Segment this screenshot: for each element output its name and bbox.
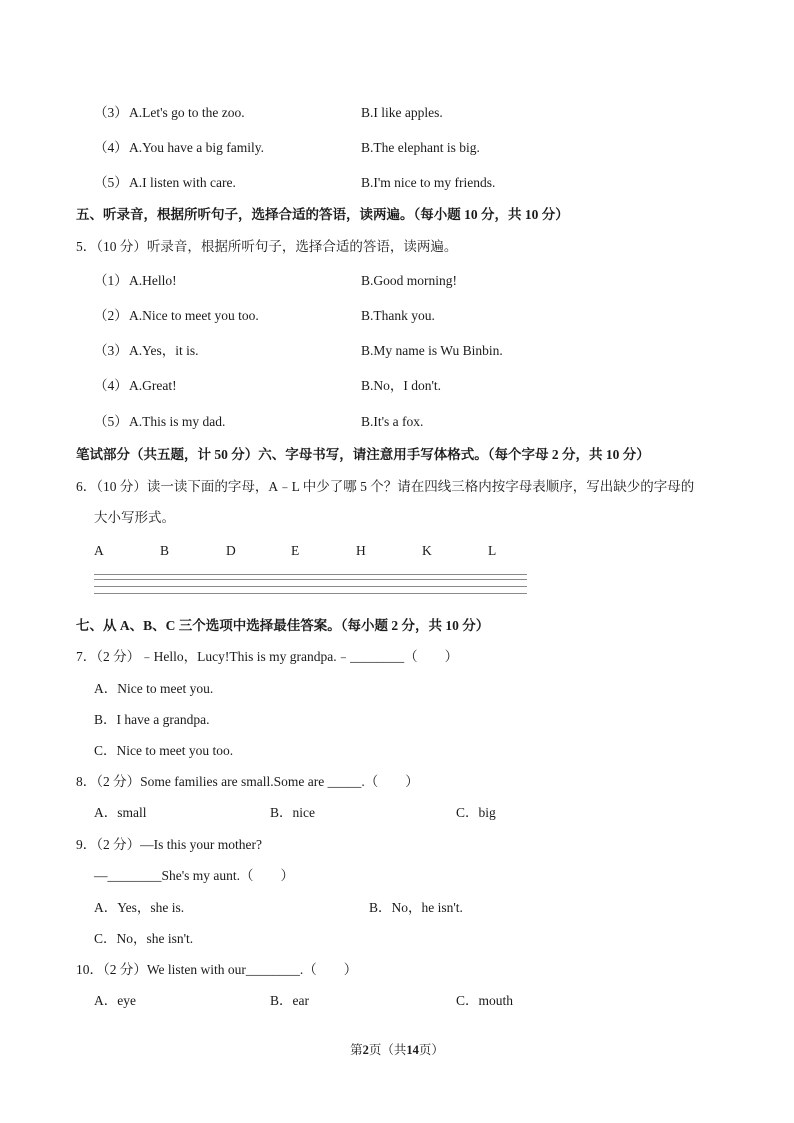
option-a: A.This is my dad. (129, 414, 226, 429)
question-7-stem: 7．（2 分）﹣Hello，Lucy!This is my grandpa.﹣________（ ） (76, 649, 459, 664)
question-8-option-c[interactable]: C．big (456, 805, 496, 820)
item-number: （4） (94, 378, 128, 393)
option-a: A.I listen with care. (129, 175, 236, 190)
question-5-stem: 5．（10 分）听录音，根据所听句子，选择合适的答语，读两遍。 (76, 239, 458, 254)
question-7-option-a[interactable]: A．Nice to meet you. (94, 681, 214, 696)
question-6-stem: 6．（10 分）读一读下面的字母，A﹣L 中少了哪 5 个？请在四线三格内按字母表顺序，写出缺少的字母的 (76, 479, 695, 494)
item-number: （3） (94, 343, 128, 358)
letter: H (356, 543, 366, 558)
option-b: B.The elephant is big. (361, 140, 480, 155)
list-item (0, 375, 794, 397)
question-9-option-c[interactable]: C．No，she isn't. (94, 931, 194, 946)
section-heading-6: 笔试部分（共五题，计 50 分）六、字母书写，请注意用手写体格式。（每个字母 2 分，共 10 分） (76, 447, 650, 462)
option-b: B.Good morning! (361, 273, 457, 288)
writing-line (94, 579, 527, 580)
option-b: B.I'm nice to my friends. (361, 175, 496, 190)
item-number: （5） (94, 414, 128, 429)
list-item (0, 137, 794, 159)
option-a: A.Yes，it is. (129, 343, 199, 358)
writing-line (94, 593, 527, 594)
item-number: （4） (94, 140, 128, 155)
writing-line (94, 574, 527, 575)
option-a: A.Hello! (129, 273, 177, 288)
option-b: B.I like apples. (361, 105, 443, 120)
letter: B (160, 543, 170, 558)
letter: K (422, 543, 432, 558)
option-b: B.My name is Wu Binbin. (361, 343, 503, 358)
question-8-options (0, 802, 794, 824)
option-a: A.Nice to meet you too. (129, 308, 259, 323)
list-item (0, 270, 794, 292)
letter: E (291, 543, 300, 558)
option-b: B.No，I don't. (361, 378, 442, 393)
letter: A (94, 543, 104, 558)
question-10-stem: 10．（2 分）We listen with our________.（ ） (76, 962, 358, 977)
option-b: B.Thank you. (361, 308, 435, 323)
question-10-option-c[interactable]: C．mouth (456, 993, 514, 1008)
section-heading-7: 七、从 A、B、C 三个选项中选择最佳答案。（每小题 2 分，共 10 分） (76, 618, 490, 633)
item-number: （1） (94, 273, 128, 288)
question-9-option-a[interactable]: A．Yes，she is. (94, 900, 185, 915)
letter: L (488, 543, 497, 558)
option-a: A.You have a big family. (129, 140, 264, 155)
page-total: 14 (406, 1043, 419, 1057)
list-item (0, 102, 794, 124)
question-9-options (0, 897, 794, 919)
question-7-option-b[interactable]: B．I have a grandpa. (94, 712, 210, 727)
question-7-option-c[interactable]: C．Nice to meet you too. (94, 743, 234, 758)
footer-suffix: 页） (418, 1043, 444, 1057)
writing-line (94, 586, 527, 587)
question-9-stem-continued: —________She's my aunt.（ ） (94, 868, 295, 883)
question-10-options (0, 990, 794, 1012)
option-a: A.Let's go to the zoo. (129, 105, 245, 120)
letter-row (0, 540, 794, 562)
question-9-option-b[interactable]: B．No，he isn't. (369, 900, 463, 915)
question-8-stem: 8．（2 分）Some families are small.Some are _____.（ ） (76, 774, 419, 789)
list-item (0, 305, 794, 327)
question-10-option-a[interactable]: A．eye (94, 993, 136, 1008)
page-footer (0, 1040, 794, 1060)
question-10-option-b[interactable]: B．ear (270, 993, 309, 1008)
item-number: （2） (94, 308, 128, 323)
question-8-option-b[interactable]: B．nice (270, 805, 315, 820)
list-item (0, 172, 794, 194)
page-number: 2 (362, 1043, 369, 1057)
list-item (0, 411, 794, 433)
item-number: （5） (94, 175, 128, 190)
question-8-option-a[interactable]: A．small (94, 805, 147, 820)
letter: D (226, 543, 236, 558)
question-9-stem: 9．（2 分）—Is this your mother? (76, 837, 262, 852)
footer-prefix: 第 (350, 1043, 363, 1057)
item-number: （3） (94, 105, 128, 120)
section-heading-5: 五、听录音，根据所听句子，选择合适的答语，读两遍。（每小题 10 分，共 10 分） (76, 207, 569, 222)
option-b: B.It's a fox. (361, 414, 424, 429)
list-item (0, 340, 794, 362)
question-6-stem-continued: 大小写形式。 (94, 510, 175, 525)
option-a: A.Great! (129, 378, 177, 393)
footer-mid: 页（共 (368, 1043, 407, 1057)
